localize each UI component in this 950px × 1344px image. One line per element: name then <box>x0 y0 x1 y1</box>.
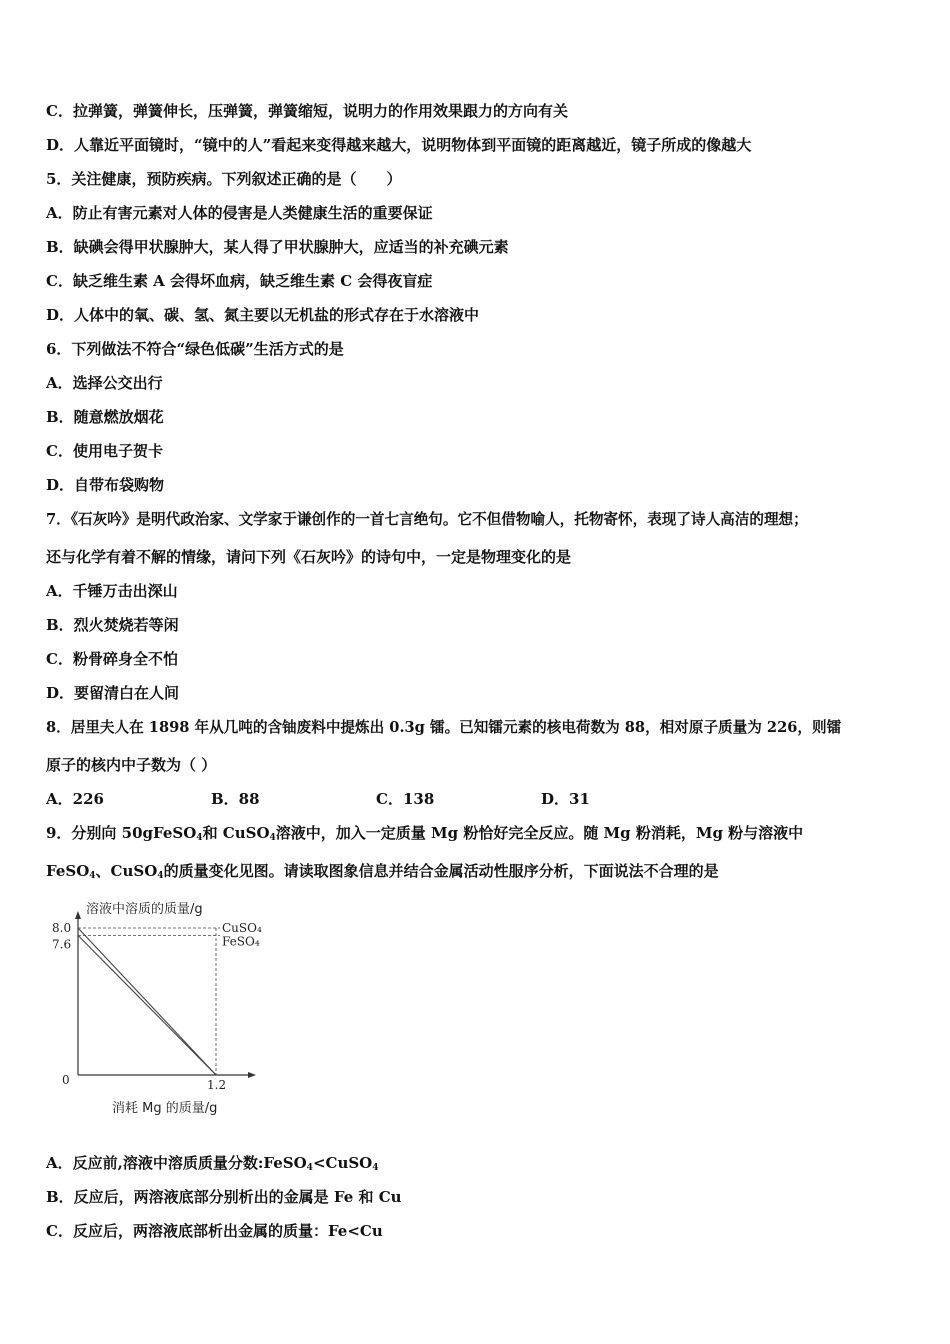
mass-change-chart <box>46 895 286 1125</box>
subscript: 4 <box>306 1163 313 1173</box>
q7-stem-line1: 7．《石灰吟》是明代政治家、文学家于谦创作的一首七言绝句。它不但借物喻人，托物寄怀，表现了诗人高洁的理想； <box>46 511 808 528</box>
series-line-cuso4 <box>78 928 216 1075</box>
legend-cuso4: CuSO₄ <box>222 921 262 935</box>
q7-option-d: D．要留清白在人间 <box>46 684 180 702</box>
series-layer <box>78 928 216 1075</box>
x-axis-label: 消耗 Mg 的质量/g <box>112 1101 218 1116</box>
y-tick-label: 7.6 <box>52 937 72 952</box>
legend-feso4: FeSO₄ <box>222 934 260 949</box>
y-axis-label: 溶液中溶质的质量/g <box>86 902 203 917</box>
q8-stem-line1: 8．居里夫人在 1898 年从几吨的含铀废料中提炼出 0.3g 镭。已知镭元素的核电荷数为 88，相对原子质量为 226，则镭 <box>46 719 842 736</box>
q8-option-c: C．138 <box>376 790 435 808</box>
q5-option-c: C．缺乏维生素 A 会得坏血病，缺乏维生素 C 会得夜盲症 <box>46 272 433 290</box>
q6-option-c: C．使用电子贺卡 <box>46 442 163 460</box>
q9-stem-part4: FeSO <box>46 862 90 880</box>
subscript: 4 <box>372 1163 379 1173</box>
q9-stem-part2: 和 CuSO <box>202 824 270 842</box>
q7-option-a: A．千锤万击出深山 <box>46 582 178 600</box>
q9-stem-line1 <box>46 823 803 843</box>
q5-option-d: D．人体中的氧、碳、氢、氮主要以无机盐的形式存在于水溶液中 <box>46 306 480 324</box>
q9-option-a-part1: A．反应前,溶液中溶质质量分数:FeSO <box>46 1154 307 1172</box>
q4-option-c: C．拉弹簧，弹簧伸长，压弹簧，弹簧缩短，说明力的作用效果跟力的方向有关 <box>46 102 568 120</box>
q9-stem-part3: 溶液中，加入一定质量 Mg 粉恰好完全反应。随 Mg 粉消耗，Mg 粉与溶液中 <box>275 824 804 842</box>
q9-option-b: B．反应后，两溶液底部分别析出的金属是 Fe 和 Cu <box>46 1188 402 1206</box>
q9-option-c: C．反应后，两溶液底部析出金属的质量：Fe<Cu <box>46 1222 383 1240</box>
subscript: 4 <box>269 833 276 843</box>
q9-stem-part5: 、CuSO <box>95 862 158 880</box>
x-tick-label: 1.2 <box>207 1078 227 1092</box>
q9-stem-part6: 的质量变化见图。请读取图象信息并结合金属活动性服序分析，下面说法不合理的是 <box>163 862 719 880</box>
q5-option-b: B．缺碘会得甲状腺肿大，某人得了甲状腺肿大，应适当的补充碘元素 <box>46 238 509 256</box>
q7-stem-line2: 还与化学有着不解的情缘，请问下列《石灰吟》的诗句中，一定是物理变化的是 <box>46 548 572 566</box>
y-axis-arrow <box>75 911 81 919</box>
q7-option-b: B．烈火焚烧若等闲 <box>46 616 179 634</box>
q6-option-b: B．随意燃放烟花 <box>46 408 164 426</box>
q7-option-c: C．粉骨碎身全不怕 <box>46 650 178 668</box>
q6-stem: 6．下列做法不符合“绿色低碳”生活方式的是 <box>46 340 344 358</box>
series-line-feso4 <box>78 935 216 1075</box>
chart-svg <box>46 895 286 1125</box>
origin-label: 0 <box>62 1073 70 1087</box>
q9-option-a-part2: <CuSO <box>312 1154 373 1172</box>
subscript: 4 <box>157 871 164 881</box>
q9-stem-part1: 9．分别向 50gFeSO <box>46 824 197 842</box>
q8-stem-line2: 原子的核内中子数为（ ） <box>46 756 217 774</box>
subscript: 4 <box>89 871 96 881</box>
y-tick-label: 8.0 <box>52 921 72 935</box>
q8-option-b: B．88 <box>211 790 260 808</box>
q9-option-a <box>46 1153 379 1173</box>
q6-option-d: D．自带布袋购物 <box>46 476 165 494</box>
q5-option-a: A．防止有害元素对人体的侵害是人类健康生活的重要保证 <box>46 204 433 222</box>
q5-stem: 5．关注健康，预防疾病。下列叙述正确的是（ ） <box>46 170 402 188</box>
q6-option-a: A．选择公交出行 <box>46 374 163 392</box>
q9-stem-line2 <box>46 861 719 881</box>
q8-option-d: D．31 <box>541 790 590 808</box>
subscript: 4 <box>196 833 203 843</box>
q8-option-a: A．226 <box>46 790 104 808</box>
x-axis-arrow <box>248 1072 256 1078</box>
q4-option-d: D．人靠近平面镜时，“镜中的人”看起来变得越来越大，说明物体到平面镜的距离越近，镜子所成的像越大 <box>46 136 752 154</box>
